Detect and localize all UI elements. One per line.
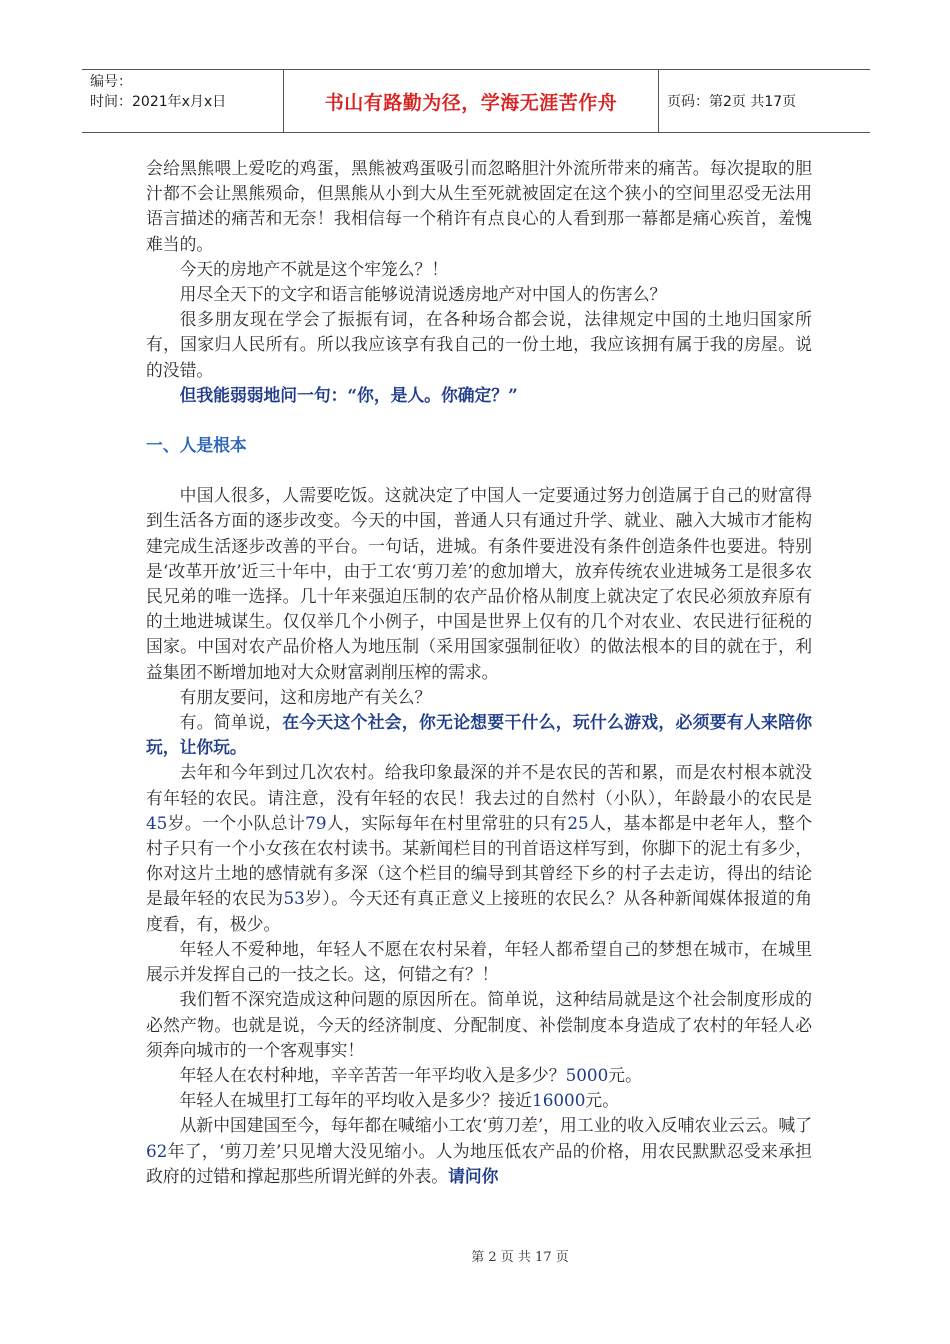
paragraph: 很多朋友现在学会了振振有词，在各种场合都会说，法律规定中国的土地归国家所有，国家归人民所有。所以我应该享有我自己的一份土地，我应该拥有属于我的房屋。说的没错。 <box>146 309 812 380</box>
text-run: 去年和今年到过几次农村。给我印象最深的并不是农民的苦和累，而是农村根本就没有年轻的农民。请注意，没有年轻的农民！我去过的自然村（小队），年龄最小的农民是 <box>146 762 812 808</box>
number-text: 45 <box>146 812 168 833</box>
paragraph: 有朋友要问，这和房地产有关么？ <box>179 686 432 707</box>
paragraph: 我们暂不深究造成这种问题的原因所在。简单说，这种结局就是这个社会制度形成的必然产物。也就是说，今天的经济制度、分配制度、补偿制度本身造成了农村的年轻人必须奔向城市的一个客观事实！ <box>146 989 812 1060</box>
number-text: 53 <box>283 888 305 909</box>
text-run: 从新中国建国至今，每年都在喊缩小工农‘剪刀差’，用工业的收入反哺农业云云。喊了 <box>179 1115 812 1136</box>
header-meta <box>82 70 283 132</box>
emphasis-paragraph: 但我能弱弱地问一句：“你，是人。你确定？” <box>179 384 518 405</box>
paragraph <box>146 1088 812 1113</box>
number-text: 25 <box>567 812 589 833</box>
number-text: 5000 <box>565 1064 609 1085</box>
text-run: 岁）。今天还有真正意义上接班的农民么？从各种新闻媒体报道的角度看，有，极少。 <box>146 888 812 934</box>
section-heading: 一、人是根本 <box>146 435 247 456</box>
text-run: 年了，‘剪刀差’只见增大没见缩小。人为地压低农产品的价格，用农民默默忍受来承担政府的过错和撑起那些所谓光鲜的外表。 <box>146 1140 812 1186</box>
paragraph: 年轻人不爱种地，年轻人不愿在农村呆着，年轻人都希望自己的梦想在城市，在城里展示并发挥自己的一技之长。这，何错之有？！ <box>146 938 812 985</box>
paragraph <box>146 710 812 760</box>
text-run: 岁。一个小队总计 <box>167 812 306 833</box>
number-text: 79 <box>305 812 327 833</box>
number-text: 62 <box>146 1140 168 1161</box>
page-header <box>82 69 870 133</box>
paragraph: 用尽全天下的文字和语言能够说清说透房地产对中国人的伤害么？ <box>179 284 667 305</box>
paragraph: 中国人很多，人需要吃饭。这就决定了中国人一定要通过努力创造属于自己的财富得到生活各方面的逐步改变。今天的中国，普通人只有通过升学、就业、融入大城市才能构建完成生活逐步改善的平台。一句话，进城。有条件要进没有条件创造条件也要进。特别是‘改革开放’近三十年中，由于工农‘剪刀差’的愈加增大，放弃传统农业进城务工是很多农民兄弟的唯一选择。几十年来强迫压制的农产品价格从制度上就决定了农民必须放弃原有的土地进城谋生。仅仅举几个小例子，中国是世界上仅有的几个对农业、农民进行征税的国家。中国对农产品价格人为地压制（采用国家强制征收）的做法根本的目的就在于，利益集团不断增加地对大众财富剥削压榨的需求。 <box>146 485 812 682</box>
paragraph: 会给黑熊喂上爱吃的鸡蛋，黑熊被鸡蛋吸引而忽略胆汁外流所带来的痛苦。每次提取的胆汁都不会让黑熊殒命，但黑熊从小到大从生至死就被固定在这个狭小的空间里忍受无法用语言描述的痛苦和无奈！我相信每一个稍许有点良心的人看到那一幕都是痛心疾首，羞愧难当的。 <box>146 158 812 254</box>
text-run: 人，实际每年在村里常驻的只有 <box>326 812 568 833</box>
document-body <box>146 156 812 1189</box>
text-run: 人，基本都是中老年人，整个村子只有一个小女孩在农村读书。某新闻栏目的刊首语这样写到，你脚下的泥土有多少，你对这片土地的感情就有多深（这个栏目的编导到其曾经下乡的村子去走访，得出的结论是最年轻的农民为 <box>146 812 812 909</box>
text-run: 年轻人在城里打工每年的平均收入是多少？接近 <box>179 1090 533 1111</box>
paragraph <box>146 1063 812 1088</box>
header-page-info: 页码：第2页 共17页 <box>667 94 797 110</box>
text-run: 有。简单说， <box>179 712 283 733</box>
header-motto: 书山有路勤为径，学海无涯苦作舟 <box>283 70 659 132</box>
number-label: 编号： <box>90 74 132 90</box>
paragraph: 今天的房地产不就是这个牢笼么？！ <box>179 258 449 279</box>
time-label: 时间：2021年x月x日 <box>90 94 227 110</box>
text-run: 年轻人在农村种地，辛辛苦苦一年平均收入是多少？ <box>179 1064 566 1085</box>
emphasis-text: 请问你 <box>448 1165 499 1186</box>
emphasis-text: 在今天这个社会，你无论想要干什么，玩什么游戏，必须要有人来陪你玩，让你玩。 <box>146 712 812 758</box>
text-run: 元。 <box>608 1064 642 1085</box>
text-run: 元。 <box>585 1090 619 1111</box>
paragraph <box>146 760 812 936</box>
page-footer: 第 2 页 共 17 页 <box>471 1250 569 1265</box>
paragraph <box>146 1113 812 1189</box>
number-text: 16000 <box>532 1090 586 1111</box>
